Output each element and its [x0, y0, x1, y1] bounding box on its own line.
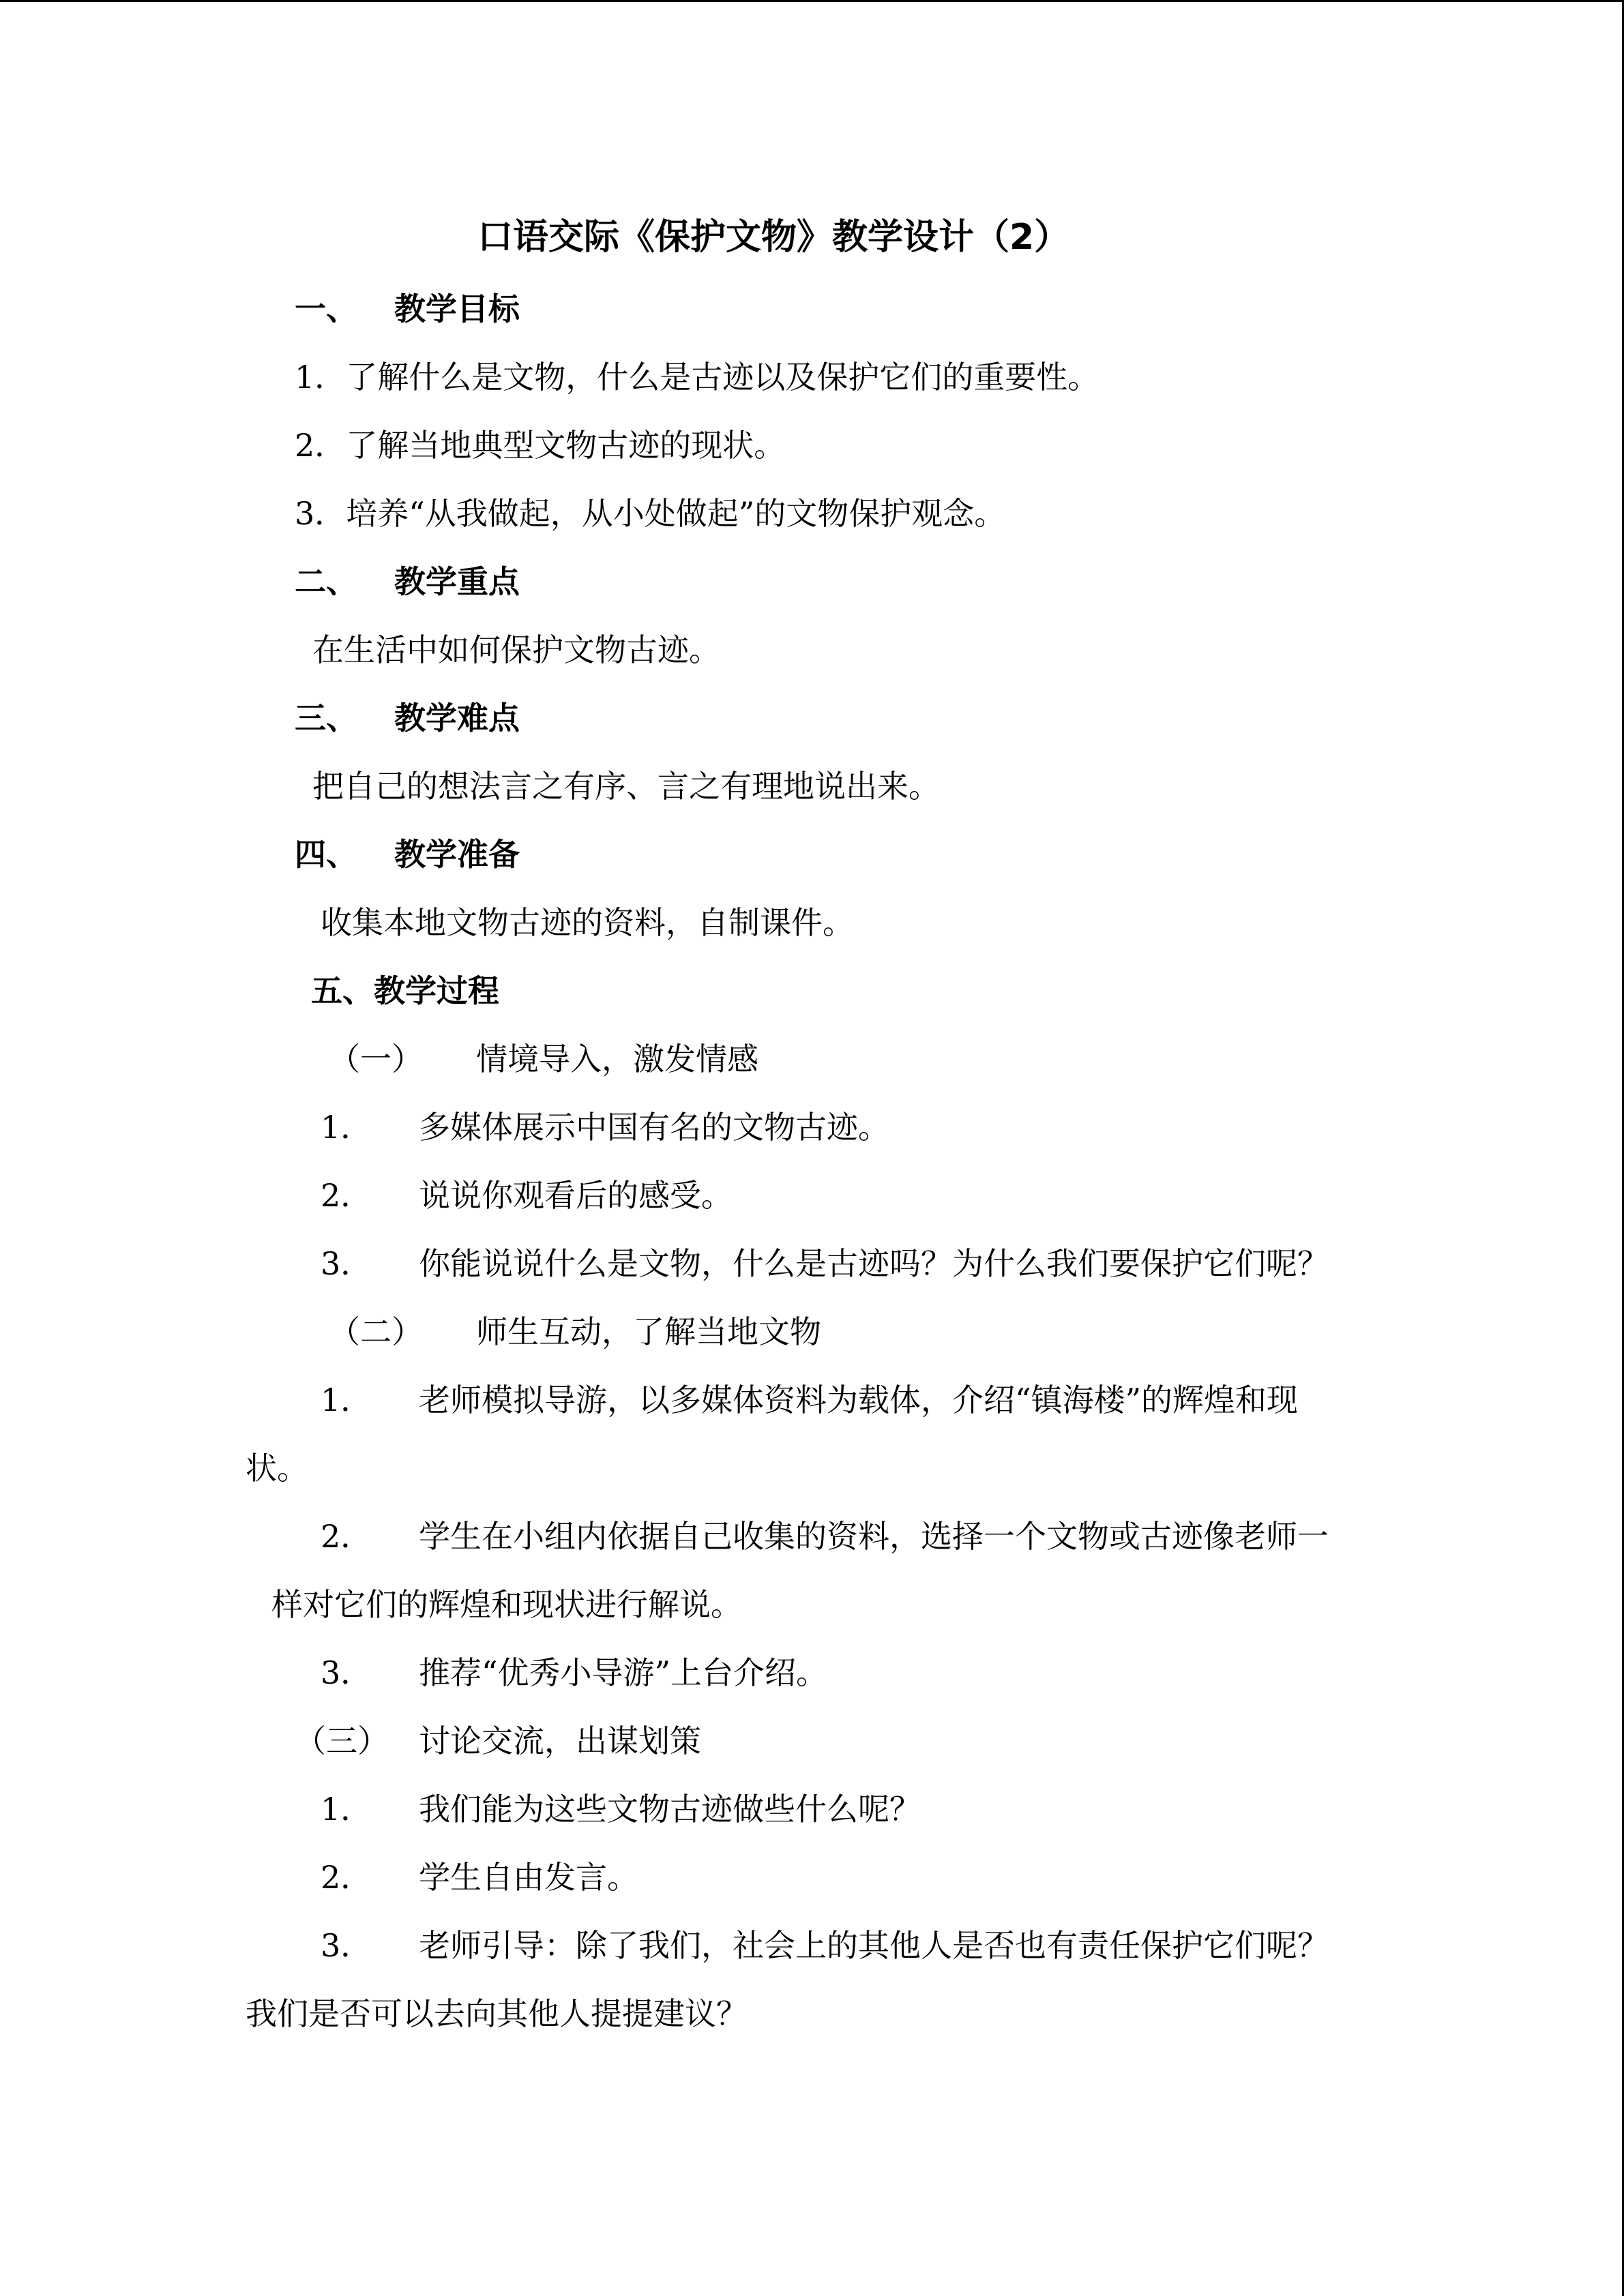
- list-item-continuation: 我们是否可以去向其他人提提建议？: [246, 1995, 748, 2032]
- objective-item: 3．培养“从我做起，从小处做起”的文物保护观念。: [295, 495, 1006, 532]
- list-item: 我们能为这些文物古迹做些什么呢？: [419, 1791, 921, 1828]
- section-heading: 教学重点: [394, 563, 520, 600]
- section-text: 在生活中如何保护文物古迹。: [312, 631, 720, 668]
- list-item: 你能说说什么是文物，什么是古迹吗？为什么我们要保护它们呢？: [419, 1245, 1329, 1282]
- section-heading: 教学难点: [394, 700, 520, 736]
- section-number: 四、: [295, 836, 357, 873]
- section-number: 三、: [295, 700, 357, 736]
- objective-item: 2．了解当地典型文物古迹的现状。: [295, 427, 786, 464]
- subsection-number: （三）: [295, 1723, 389, 1759]
- section-heading: 教学目标: [394, 290, 520, 327]
- list-item: 老师模拟导游，以多媒体资料为载体，介绍“镇海楼”的辉煌和现: [419, 1382, 1299, 1418]
- list-item-continuation: 状。: [246, 1450, 308, 1487]
- subsection-number: （一）: [329, 1041, 423, 1077]
- list-item: 老师引导：除了我们，社会上的其他人是否也有责任保护它们呢？: [419, 1927, 1329, 1964]
- list-number: 3．: [321, 1654, 372, 1691]
- list-number: 1．: [321, 1382, 372, 1418]
- section-heading: 五、教学过程: [311, 972, 499, 1009]
- list-number: 3．: [321, 1245, 372, 1282]
- list-number: 2．: [321, 1859, 372, 1896]
- list-number: 2．: [321, 1177, 372, 1214]
- section-text: 收集本地文物古迹的资料，自制课件。: [321, 904, 854, 941]
- section-text: 把自己的想法言之有序、言之有理地说出来。: [312, 768, 940, 805]
- list-item-continuation: 样对它们的辉煌和现状进行解说。: [271, 1586, 742, 1623]
- list-number: 1．: [321, 1791, 372, 1828]
- list-number: 1．: [321, 1109, 372, 1146]
- section-heading: 教学准备: [394, 836, 520, 873]
- subsection-title: 师生互动，了解当地文物: [476, 1313, 821, 1350]
- list-item: 推荐“优秀小导游”上台介绍。: [419, 1654, 828, 1691]
- list-number: 2．: [321, 1518, 372, 1555]
- list-item: 学生自由发言。: [419, 1859, 638, 1896]
- list-item: 说说你观看后的感受。: [419, 1177, 733, 1214]
- list-item: 多媒体展示中国有名的文物古迹。: [419, 1109, 889, 1146]
- section-number: 二、: [295, 563, 357, 600]
- objective-item: 1．了解什么是文物，什么是古迹以及保护它们的重要性。: [295, 359, 1099, 396]
- list-item: 学生在小组内依据自己收集的资料，选择一个文物或古迹像老师一: [419, 1518, 1329, 1555]
- subsection-number: （二）: [329, 1313, 423, 1350]
- section-number: 一、: [295, 290, 357, 327]
- subsection-title: 情境导入，激发情感: [476, 1041, 758, 1077]
- page-title: 口语交际《保护文物》教学设计（2）: [477, 217, 1070, 258]
- subsection-title: 讨论交流，出谋划策: [419, 1723, 701, 1759]
- list-number: 3．: [321, 1927, 372, 1964]
